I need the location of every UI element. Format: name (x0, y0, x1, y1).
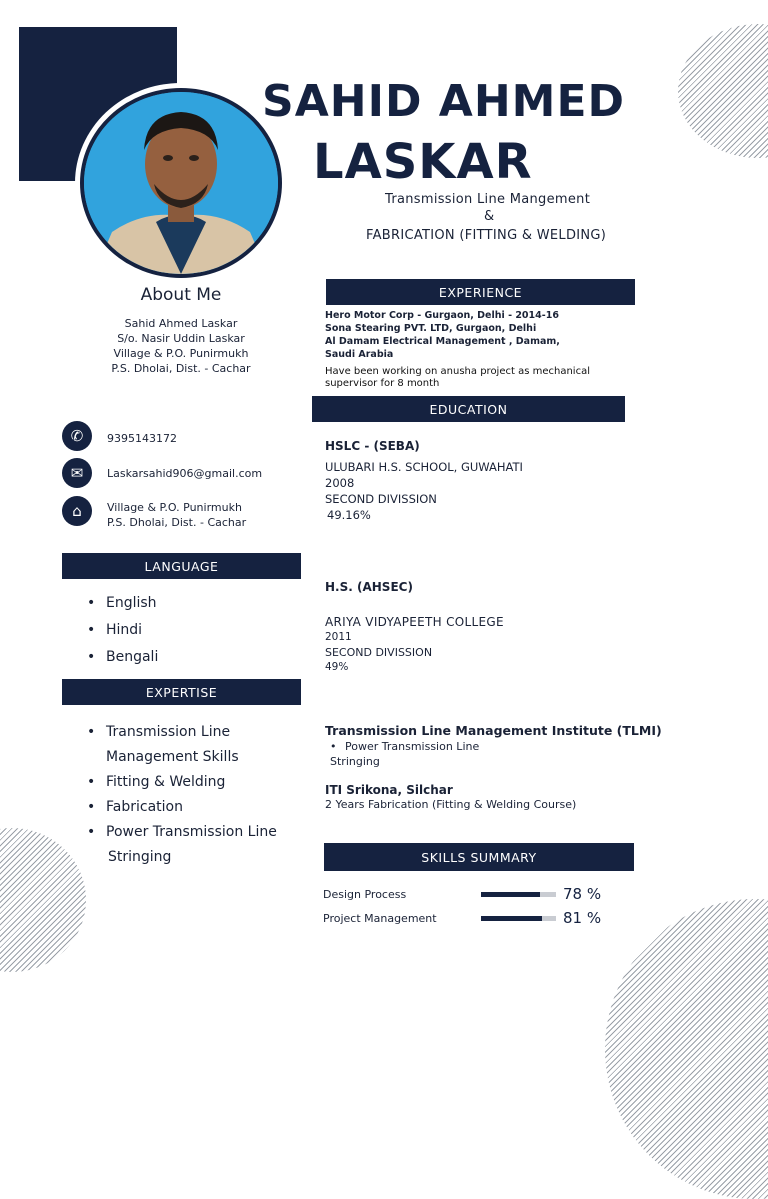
expertise-item: • Fitting & Welding (87, 774, 226, 790)
expertise-item-continuation: Stringing (108, 849, 172, 865)
skill-label: Project Management (323, 912, 437, 925)
tlmi-details (330, 739, 479, 769)
hslc-year: 2008 (325, 476, 355, 490)
hs-title: H.S. (AHSEC) (325, 580, 413, 594)
expertise-list (86, 720, 277, 870)
skill-percent: 81 % (563, 909, 602, 927)
hs-year: 2011 (325, 631, 352, 643)
language-list (86, 595, 158, 676)
about-line: S/o. Nasir Uddin Laskar (117, 332, 245, 345)
expertise-item-text: Transmission Line (106, 724, 231, 740)
language-item: • Bengali (86, 649, 158, 676)
about-line: Sahid Ahmed Laskar (124, 317, 238, 330)
experience-list (325, 309, 560, 361)
subtitle-line-2: FABRICATION (FITTING & WELDING) (366, 228, 607, 243)
expertise-item-text: Fitting & Welding (106, 774, 226, 790)
about-me-heading: About Me (140, 285, 222, 305)
skill-label: Design Process (323, 888, 407, 901)
subtitle-ampersand: & (484, 209, 495, 224)
address-line-1: Village & P.O. Punirmukh (107, 501, 242, 514)
expertise-item: • Power Transmission Line (87, 824, 277, 840)
experience-heading: EXPERIENCE (326, 279, 635, 305)
hslc-division: SECOND DIVISSION (325, 492, 437, 506)
profile-photo (80, 88, 282, 278)
expertise-heading: EXPERTISE (62, 679, 301, 705)
decorative-hatched-circle-top-right (678, 24, 768, 158)
skill-bar-fill (481, 892, 540, 897)
hs-score: 49% (325, 661, 349, 673)
skill-bar (481, 892, 556, 897)
tlmi-title: Transmission Line Management Institute (TLMI) (325, 723, 662, 738)
about-line: P.S. Dholai, Dist. - Cachar (111, 362, 251, 375)
expertise-item-text: Fabrication (106, 799, 183, 815)
hs-school: ARIYA VIDYAPEETH COLLEGE (325, 615, 504, 629)
email-address: Laskarsahid906@gmail.com (107, 467, 263, 480)
phone-number: 9395143172 (107, 432, 177, 445)
language-heading: LANGUAGE (62, 553, 301, 579)
expertise-item-continuation: Management Skills (106, 749, 239, 765)
skill-bar-fill (481, 916, 542, 921)
experience-note-line-1: Have been working on anusha project as mechanical (325, 366, 590, 377)
hslc-details (325, 459, 523, 523)
home-icon: ⌂ (62, 496, 92, 526)
language-item: • English (86, 595, 158, 622)
about-line: Village & P.O. Punirmukh (113, 347, 249, 360)
language-item: • Hindi (86, 622, 158, 649)
hs-division: SECOND DIVISSION (325, 646, 433, 659)
skill-bar (481, 916, 556, 921)
experience-note-line-2: supervisor for 8 month (325, 378, 440, 389)
subtitle-line-1: Transmission Line Mangement (385, 192, 591, 207)
address-line-2: P.S. Dholai, Dist. - Cachar (107, 516, 247, 529)
hslc-score: 49.16% (327, 508, 371, 522)
experience-line: Hero Motor Corp - Gurgaon, Delhi - 2014-16 (325, 310, 559, 321)
name-line-2: LASKAR (313, 134, 533, 190)
decorative-hatched-circle-bottom-right (605, 899, 768, 1199)
experience-note (325, 366, 590, 390)
contact-address (107, 500, 246, 530)
iti-detail: 2 Years Fabrication (Fitting & Welding Course) (325, 798, 577, 811)
phone-icon: ✆ (62, 421, 92, 451)
about-me-text (88, 316, 274, 376)
expertise-item-text: Power Transmission Line (106, 824, 277, 840)
experience-line: Sona Stearing PVT. LTD, Gurgaon, Delhi (325, 323, 537, 334)
experience-line: Al Damam Electrical Management , Damam, (325, 336, 560, 347)
hslc-title: HSLC - (SEBA) (325, 439, 420, 453)
name-line-1: SAHID AHMED (262, 76, 626, 127)
tlmi-bullet: • Power Transmission Line (330, 740, 480, 753)
hs-details (325, 615, 504, 675)
decorative-hatched-circle-bottom-left (0, 828, 86, 972)
tlmi-bullet-text: Power Transmission Line (345, 740, 480, 753)
expertise-item: • Transmission Line (87, 724, 231, 740)
tlmi-bullet-continuation: Stringing (330, 755, 380, 768)
hslc-school: ULUBARI H.S. SCHOOL, GUWAHATI (325, 460, 523, 474)
expertise-item: • Fabrication (87, 799, 183, 815)
education-heading: EDUCATION (312, 396, 625, 422)
mail-icon: ✉ (62, 458, 92, 488)
skill-percent: 78 % (563, 885, 602, 903)
skills-summary-heading: SKILLS SUMMARY (324, 843, 634, 871)
iti-title: ITI Srikona, Silchar (325, 783, 453, 797)
experience-line: Saudi Arabia (325, 349, 394, 360)
